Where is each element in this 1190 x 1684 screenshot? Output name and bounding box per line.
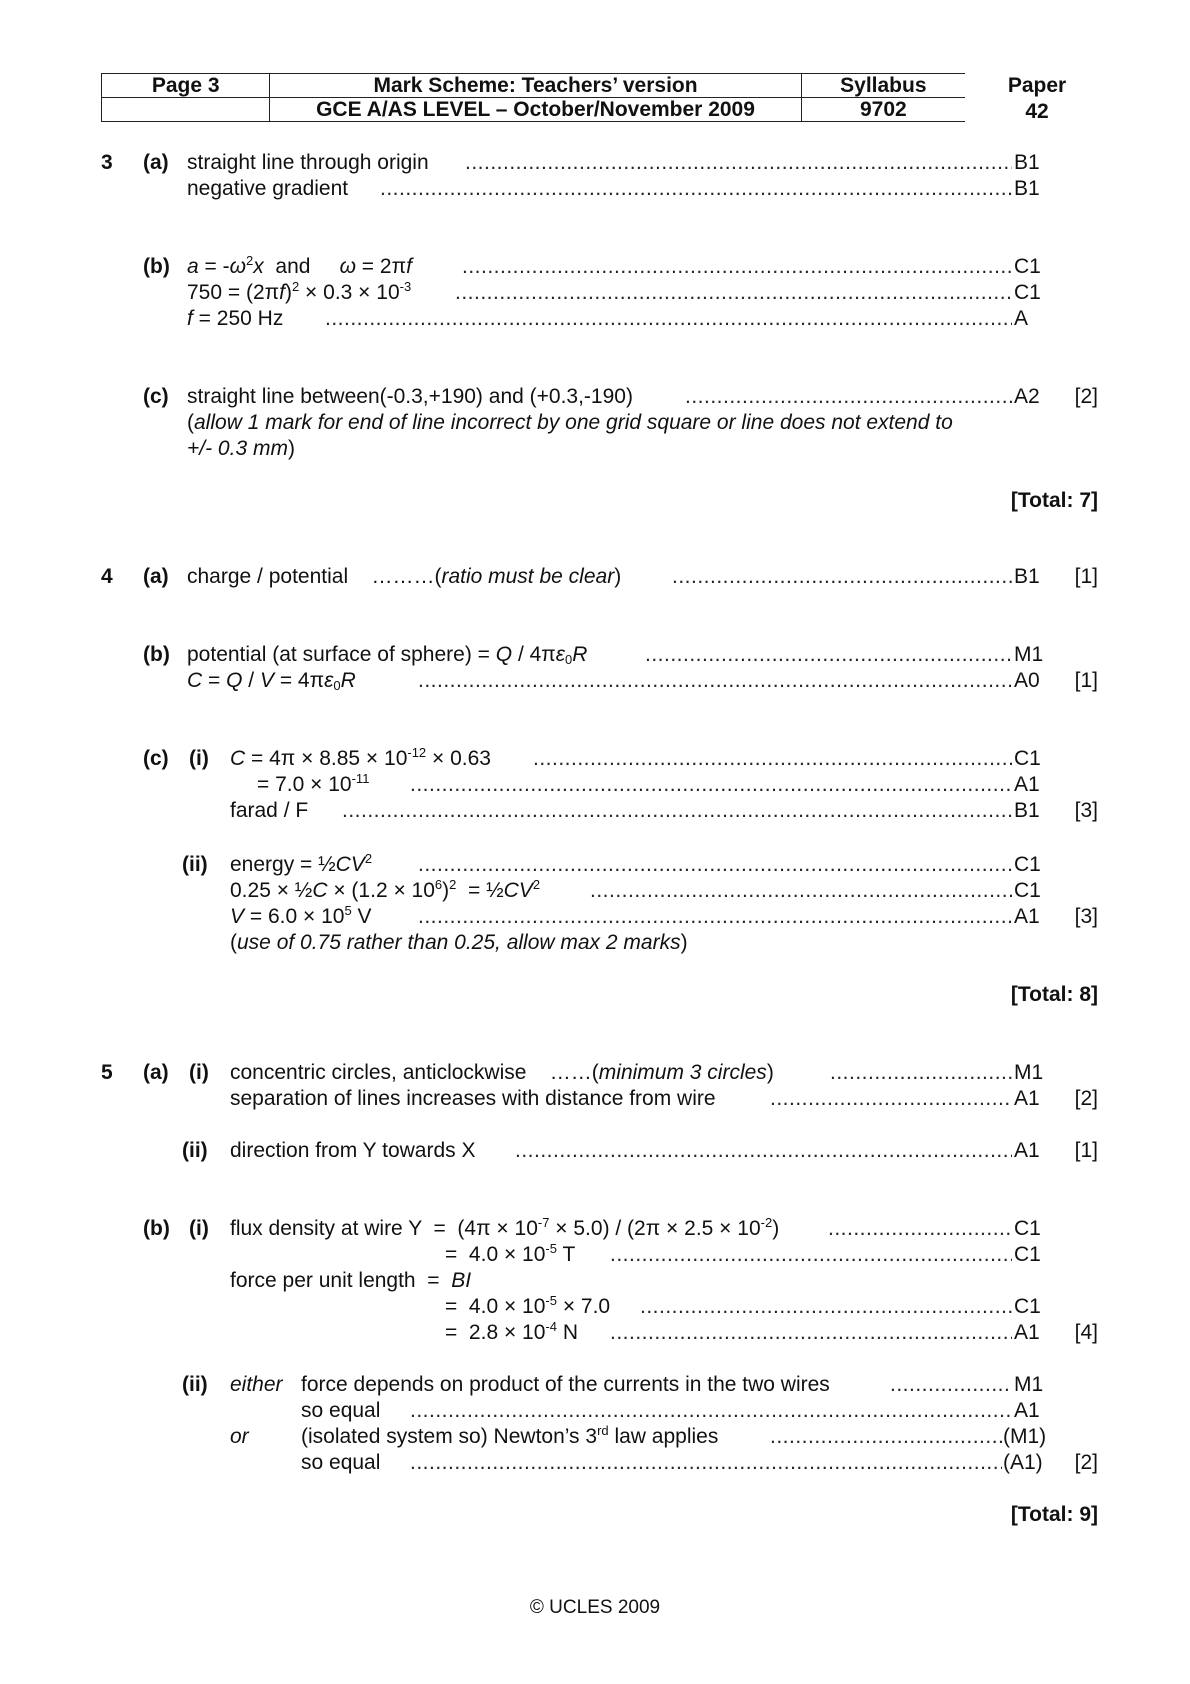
mark: B1 (1014, 177, 1040, 200)
mark: C1 (1014, 255, 1041, 278)
equation: potential (at surface of sphere) = Q / $4\pi\varepsilon_0R$ (187, 643, 588, 667)
leader-dots (828, 1216, 1012, 1242)
mark: A1 (1014, 905, 1040, 928)
mark: C1 (1014, 281, 1041, 304)
equation: = $2.8 \times 10^{-4}$ N (445, 1319, 578, 1344)
leader-dots (610, 1242, 1012, 1268)
part-label: (c) (143, 385, 169, 408)
mark: C1 (1014, 879, 1041, 902)
mark: C1 (1014, 1295, 1041, 1318)
syllabus-label: Syllabus (801, 74, 965, 98)
leader-dots (455, 280, 1012, 306)
equation: $a = -\omega^2x$ and ω = 2πf (187, 253, 412, 278)
equation: = $7.0 \times 10^{-11}$ (257, 771, 370, 796)
leader-dots (418, 668, 1012, 694)
part-label: (a) (143, 565, 169, 588)
bracket-total: [3] (1074, 799, 1098, 822)
leader-dots (418, 852, 1012, 878)
subpart-label: (ii) (182, 853, 208, 876)
question-number: 3 (101, 151, 113, 174)
answer-text: (isolated system so) Newton’s 3rd law applies (301, 1423, 719, 1448)
alternative-marker: either (230, 1373, 283, 1396)
header-table (101, 73, 965, 122)
bracket-total: [3] (1074, 905, 1098, 928)
part-label: (b) (143, 1217, 170, 1240)
equation: 0.25 × ½C × $(1.2 \times 10^6)^2$ = $\frac{1}{2}CV^2$ (230, 877, 541, 902)
mark: A1 (1014, 1087, 1040, 1110)
answer-text: separation of lines increases with distance from wire (230, 1087, 716, 1110)
question-number: 5 (101, 1061, 113, 1084)
answer-text: force depends on product of the currents in the two wires (301, 1373, 830, 1396)
mark: B1 (1014, 799, 1040, 822)
equation: $C = Q / V = 4\pi\varepsilon_0R$ (187, 669, 356, 693)
paper-number: 42 (1025, 100, 1049, 123)
answer-text: straight line between(-0.3,+190) and (+0.3,-190) (187, 385, 633, 408)
mark: A (1014, 307, 1029, 330)
bracket-total: [2] (1074, 1087, 1098, 1110)
bracket-total: [4] (1074, 1321, 1098, 1344)
answer-text: direction from Y towards X (230, 1139, 476, 1162)
mark: C1 (1014, 1217, 1041, 1240)
mark: M1 (1014, 1373, 1044, 1396)
equation: = $4.0 \times 10^{-5}$ T (445, 1241, 576, 1266)
mark: A1 (1014, 1399, 1040, 1422)
leader-dots (610, 1320, 1012, 1346)
mark: M1 (1014, 1061, 1044, 1084)
bracket-total: [2] (1074, 385, 1098, 408)
answer-text: farad / F (230, 799, 309, 822)
part-label: (a) (143, 151, 169, 174)
bracket-total: [1] (1074, 565, 1098, 588)
header-title: Mark Scheme: Teachers’ version (270, 74, 801, 98)
bracket-total: [1] (1074, 669, 1098, 692)
question-number: 4 (101, 565, 113, 588)
leader-dots (342, 798, 1012, 824)
part-label: (b) (143, 643, 170, 666)
mark: (M1) (1003, 1425, 1047, 1448)
question-total: [Total: 9] (1010, 1503, 1098, 1526)
leader-dots (672, 564, 1012, 590)
leader-dots (515, 1138, 1012, 1164)
leader-dots (410, 1398, 1012, 1424)
leader-dots (462, 254, 1012, 280)
answer-text: so equal (301, 1399, 381, 1422)
part-label: (a) (143, 1061, 169, 1084)
answer-text: charge / potential ………(ratio must be clear) (187, 565, 622, 588)
subpart-label: (ii) (182, 1373, 208, 1396)
leader-dots (380, 176, 1012, 202)
leader-dots (590, 878, 1012, 904)
mark: M1 (1014, 643, 1044, 666)
copyright-footer: © UCLES 2009 (529, 1597, 661, 1618)
equation: f = 250 Hz (187, 307, 284, 330)
leader-dots (410, 1450, 1002, 1476)
equation: force per unit length = BI (230, 1269, 472, 1292)
part-label: (c) (143, 747, 169, 770)
mark: A2 (1014, 385, 1040, 408)
answer-text: straight line through origin (187, 151, 429, 174)
guidance-note: (use of 0.75 rather than 0.25, allow max 2 marks) (230, 931, 688, 954)
bracket-total: [1] (1074, 1139, 1098, 1162)
answer-text: concentric circles, anticlockwise ……(minimum 3 circles) (230, 1061, 774, 1084)
subpart-label: (i) (189, 747, 209, 770)
mark: B1 (1014, 565, 1040, 588)
question-total: [Total: 7] (1010, 489, 1098, 512)
paper-label: Paper (1007, 74, 1067, 97)
page-number: Page 3 (102, 74, 270, 98)
syllabus-code: 9702 (801, 98, 965, 122)
leader-dots (465, 150, 1012, 176)
part-label: (b) (143, 255, 170, 278)
answer-text: so equal (301, 1451, 381, 1474)
mark: B1 (1014, 151, 1040, 174)
mark: A1 (1014, 1139, 1040, 1162)
subpart-label: (i) (189, 1061, 209, 1084)
leader-dots (410, 772, 1012, 798)
mark: C1 (1014, 1243, 1041, 1266)
equation: = $4.0 \times 10^{-5} \times 7.0$ (445, 1293, 611, 1318)
leader-dots (830, 1060, 1012, 1086)
question-total: [Total: 8] (1010, 983, 1098, 1006)
equation: flux density at wire $Y = (4\pi \times 10^{-7} \times 5.0) / (2\pi \times 2.5 \times 10^{-2})$ (230, 1215, 780, 1240)
guidance-note: +/- 0.3 mm) (187, 437, 295, 460)
equation: $V = 6.0 \times 10^5$ V (230, 903, 372, 928)
leader-dots (685, 384, 1012, 410)
bracket-total: [2] (1074, 1451, 1098, 1474)
header-subtitle: GCE A/AS LEVEL – October/November 2009 (270, 98, 801, 122)
leader-dots (325, 306, 1012, 332)
guidance-note: (allow 1 mark for end of line incorrect by one grid square or line does not extend to (187, 411, 953, 434)
subpart-label: (ii) (182, 1139, 208, 1162)
equation: $750 = (2\pi f)^2 \times 0.3 \times 10^{-3}$ (187, 279, 412, 304)
leader-dots (418, 904, 1012, 930)
leader-dots (533, 746, 1012, 772)
leader-dots (645, 642, 1012, 668)
leader-dots (770, 1424, 1002, 1450)
mark: C1 (1014, 747, 1041, 770)
leader-dots (770, 1086, 1012, 1112)
mark: C1 (1014, 853, 1041, 876)
subpart-label: (i) (189, 1217, 209, 1240)
answer-text: negative gradient (187, 177, 349, 200)
alternative-marker: or (230, 1425, 249, 1448)
mark: A0 (1014, 669, 1040, 692)
mark: A1 (1014, 1321, 1040, 1344)
mark: (A1) (1003, 1451, 1043, 1474)
equation: $C = 4\pi \times 8.85 \times 10^{-12} \times 0.63$ (230, 745, 491, 770)
leader-dots (890, 1372, 1012, 1398)
equation: energy = $\frac{1}{2}CV^2$ (230, 851, 373, 876)
leader-dots (640, 1294, 1012, 1320)
mark: A1 (1014, 773, 1040, 796)
